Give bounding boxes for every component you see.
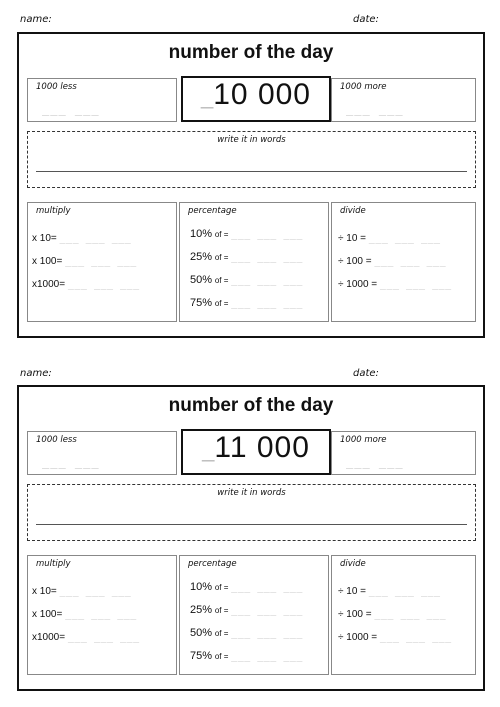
pct-value: 25% — [190, 604, 213, 616]
words-line — [36, 524, 467, 525]
pct-value: 50% — [190, 627, 213, 639]
answer-blank: ___ ___ ___ — [379, 279, 452, 290]
of-label: of = — [214, 276, 229, 285]
of-label: of = — [214, 230, 229, 239]
words-label: write it in words — [217, 135, 286, 145]
less-blank: ___ ___ — [42, 102, 100, 116]
answer-blank: ___ ___ ___ — [374, 256, 447, 267]
name-label: name: — [20, 14, 52, 25]
words-box[interactable] — [27, 484, 476, 541]
answer-blank: ___ ___ ___ — [231, 582, 303, 593]
divide-row[interactable] — [338, 632, 452, 643]
more-blank: ___ ___ — [346, 455, 404, 469]
divide-row[interactable] — [338, 586, 441, 597]
percentage-row[interactable] — [190, 604, 303, 616]
multiply-row[interactable] — [32, 279, 140, 290]
number-value: 10 000 — [213, 78, 311, 111]
number-value: 11 000 — [214, 431, 310, 464]
percentage-row[interactable] — [190, 274, 303, 286]
page-title: number of the day — [168, 395, 334, 416]
divide-label: divide — [340, 206, 366, 216]
percentage-row[interactable] — [190, 297, 303, 309]
multiply-row[interactable] — [32, 233, 131, 244]
percentage-row[interactable] — [190, 627, 303, 639]
multiply-box — [27, 555, 177, 675]
multiply-expr: x1000= — [32, 279, 66, 290]
multiply-expr: x 100= — [32, 256, 63, 267]
more-label: 1000 more — [340, 82, 387, 92]
answer-blank: ___ ___ ___ — [231, 275, 303, 286]
divide-row[interactable] — [338, 233, 441, 244]
date-label: date: — [353, 14, 379, 25]
percentage-label: percentage — [188, 559, 237, 569]
divide-box — [331, 202, 476, 322]
answer-blank: ___ ___ ___ — [59, 586, 132, 597]
of-label: of = — [214, 652, 229, 661]
multiply-expr: x 10= — [32, 233, 57, 244]
number-prefix: _ — [200, 84, 214, 109]
answer-blank: ___ ___ ___ — [379, 632, 452, 643]
answer-blank: ___ ___ ___ — [374, 609, 447, 620]
of-label: of = — [214, 606, 229, 615]
multiply-expr: x 100= — [32, 609, 63, 620]
multiply-row[interactable] — [32, 586, 131, 597]
divide-box — [331, 555, 476, 675]
words-label: write it in words — [217, 488, 286, 498]
more-box[interactable] — [331, 78, 476, 122]
multiply-expr: x1000= — [32, 632, 66, 643]
multiply-row[interactable] — [32, 609, 137, 620]
more-blank: ___ ___ — [346, 102, 404, 116]
percentage-row[interactable] — [190, 581, 303, 593]
answer-blank: ___ ___ ___ — [231, 628, 303, 639]
answer-blank: ___ ___ ___ — [231, 252, 303, 263]
less-label: 1000 less — [36, 82, 77, 92]
more-label: 1000 more — [340, 435, 387, 445]
answer-blank: ___ ___ ___ — [231, 229, 303, 240]
percentage-box — [179, 202, 329, 322]
percentage-row[interactable] — [190, 650, 303, 662]
multiply-expr: x 10= — [32, 586, 57, 597]
divide-label: divide — [340, 559, 366, 569]
divide-expr: ÷ 10 = — [338, 233, 367, 244]
pct-value: 75% — [190, 297, 213, 309]
words-box[interactable] — [27, 131, 476, 188]
header-1 — [16, 14, 486, 28]
less-label: 1000 less — [36, 435, 77, 445]
divide-expr: ÷ 100 = — [338, 256, 372, 267]
multiply-label: multiply — [36, 206, 71, 216]
less-box[interactable] — [27, 78, 177, 122]
divide-row[interactable] — [338, 256, 446, 267]
divide-row[interactable] — [338, 279, 452, 290]
worksheet-2 — [17, 385, 485, 691]
multiply-label: multiply — [36, 559, 71, 569]
divide-expr: ÷ 1000 = — [338, 632, 378, 643]
answer-blank: ___ ___ ___ — [65, 609, 137, 620]
pct-value: 25% — [190, 251, 213, 263]
pct-value: 10% — [190, 581, 213, 593]
multiply-row[interactable] — [32, 632, 140, 643]
divide-expr: ÷ 10 = — [338, 586, 367, 597]
answer-blank: ___ ___ ___ — [59, 233, 132, 244]
answer-blank: ___ ___ ___ — [65, 256, 137, 267]
multiply-row[interactable] — [32, 256, 137, 267]
answer-blank: ___ ___ ___ — [368, 586, 441, 597]
number-box — [181, 76, 331, 122]
date-label: date: — [353, 368, 379, 379]
pct-value: 10% — [190, 228, 213, 240]
number-prefix: _ — [202, 437, 215, 462]
divide-expr: ÷ 100 = — [338, 609, 372, 620]
multiply-box — [27, 202, 177, 322]
worksheet-1 — [17, 32, 485, 338]
of-label: of = — [214, 299, 229, 308]
answer-blank: ___ ___ ___ — [67, 279, 140, 290]
percentage-row[interactable] — [190, 228, 303, 240]
pct-value: 50% — [190, 274, 213, 286]
page-title: number of the day — [168, 42, 334, 63]
of-label: of = — [214, 583, 229, 592]
name-label: name: — [20, 368, 52, 379]
less-box[interactable] — [27, 431, 177, 475]
header-2 — [16, 368, 486, 382]
percentage-label: percentage — [188, 206, 237, 216]
pct-value: 75% — [190, 650, 213, 662]
divide-row[interactable] — [338, 609, 446, 620]
percentage-box — [179, 555, 329, 675]
divide-expr: ÷ 1000 = — [338, 279, 378, 290]
less-blank: ___ ___ — [42, 455, 100, 469]
answer-blank: ___ ___ ___ — [231, 298, 303, 309]
more-box[interactable] — [331, 431, 476, 475]
percentage-row[interactable] — [190, 251, 303, 263]
of-label: of = — [214, 253, 229, 262]
number-box — [181, 429, 331, 475]
answer-blank: ___ ___ ___ — [368, 233, 441, 244]
answer-blank: ___ ___ ___ — [67, 632, 140, 643]
of-label: of = — [214, 629, 229, 638]
words-line — [36, 171, 467, 172]
answer-blank: ___ ___ ___ — [231, 605, 303, 616]
answer-blank: ___ ___ ___ — [231, 651, 303, 662]
